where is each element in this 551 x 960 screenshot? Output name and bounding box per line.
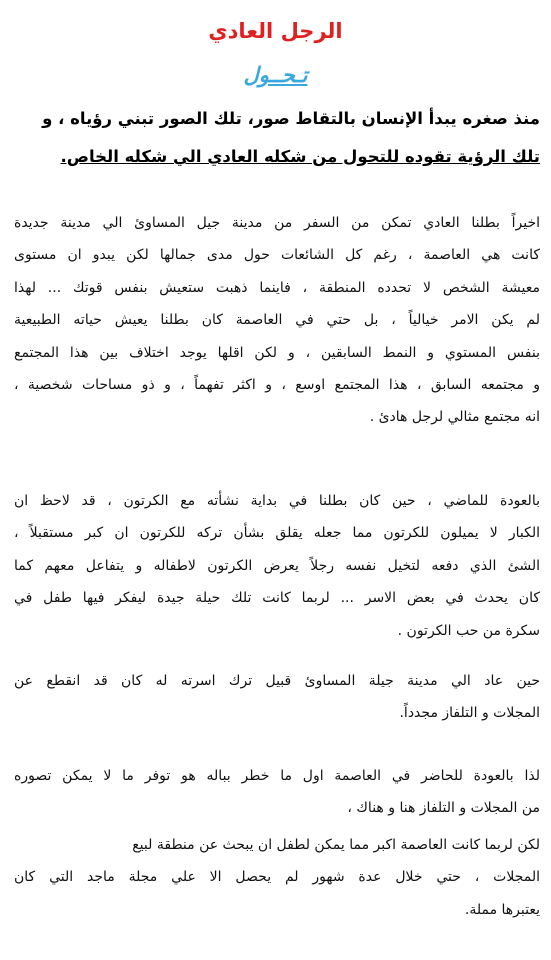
paragraph-line: و مجتمعه السابق ، هذا المجتمع اوسع ، و اكثر تفهماً ، و ذو مساحات شخصية ، <box>14 377 540 394</box>
paragraph-line: الكبار لا يميلون للكرتون مما جعله يقلق بشأن تركه للكرتون ان كبر مستقبلاً ، <box>14 525 540 542</box>
intro-line-text: منذ صغره يبدأ الإنسان بالتقاط صور، تلك الصور تبني رؤياه ، و <box>42 109 540 128</box>
paragraph-line: معيشة الشخص لا تحدده المنطقة ، فاينما ذهبت ستعيش بنفس قوتك ... لهذا <box>14 279 540 296</box>
intro-line <box>18 138 540 176</box>
paragraph-line: من المجلات و التلفاز هنا و هناك ، <box>347 800 540 817</box>
document-title: الرجل العادي <box>208 19 343 43</box>
paragraph-line: سكرة من حب الكرتون . <box>397 622 540 639</box>
body-paragraph <box>14 760 540 825</box>
document-subtitle: تـحــول <box>243 63 308 87</box>
paragraph-line: بنفس المستوي و النمط السابقين ، و لكن اقلها يوجد اختلاف بين هذا المجتمع <box>14 344 540 361</box>
paragraph-line: المجلات ، حتي خلال عدة شهور لم يحصل الا علي مجلة ماجد التي كان <box>14 869 540 886</box>
intro-line <box>18 100 540 138</box>
paragraph-line: لم يكن الامر خيالياً ، بل حتي في العاصمة كان بطلنا يعيش حياته الطبيعية <box>14 312 540 329</box>
intro-line-text: تلك الرؤية تقوده للتحول من شكله العادي الي شكله الخاص. <box>60 147 540 166</box>
paragraph-line: يعتبرها مملة. <box>464 901 540 918</box>
body-paragraph <box>14 665 540 730</box>
paragraph-line: انه مجتمع مثالي لرجل هادئ . <box>369 409 540 426</box>
body-paragraph <box>14 207 540 434</box>
paragraph-line: كانت هي العاصمة ، رغم كل الشائعات حول مدى جمالها لكن يبدو ان مستوى <box>14 247 540 264</box>
paragraph-line: لذا بالعودة للحاضر في العاصمة اول ما خطر بباله هو توفر ما لا يمكن تصوره <box>14 768 540 784</box>
body-paragraph <box>14 829 540 926</box>
paragraph-line: اخيراً بطلنا العادي تمكن من السفر من مدينة جيل المساوئ الي مدينة جديدة <box>14 215 540 231</box>
paragraph-line: المجلات و التلفاز مجدداً. <box>399 705 540 722</box>
paragraph-line: لكن لربما كانت العاصمة اكبر مما يمكن لطفل ان يبحث عن منطقة لبيع <box>132 837 540 853</box>
paragraph-line: كان يحدث في بعض الاسر ... لربما كانت تلك حيلة جيدة ليفكر فيها طفل في <box>14 590 540 607</box>
body-paragraph <box>14 485 540 647</box>
paragraph-line: حين عاد الي مدينة جيلة المساوئ قبيل ترك اسرته له كان قد انقطع عن <box>14 673 540 689</box>
paragraph-line: بالعودة للماضي ، حين كان بطلنا في بداية نشأته مع الكرتون ، قد لاحظ ان <box>14 493 540 509</box>
intro-paragraph <box>18 100 540 176</box>
paragraph-line: الشئ الذي دفعه لتخيل نفسه رجلاً يعرض الكرتون لاطفاله و يتفاعل معهم كما <box>14 557 540 574</box>
